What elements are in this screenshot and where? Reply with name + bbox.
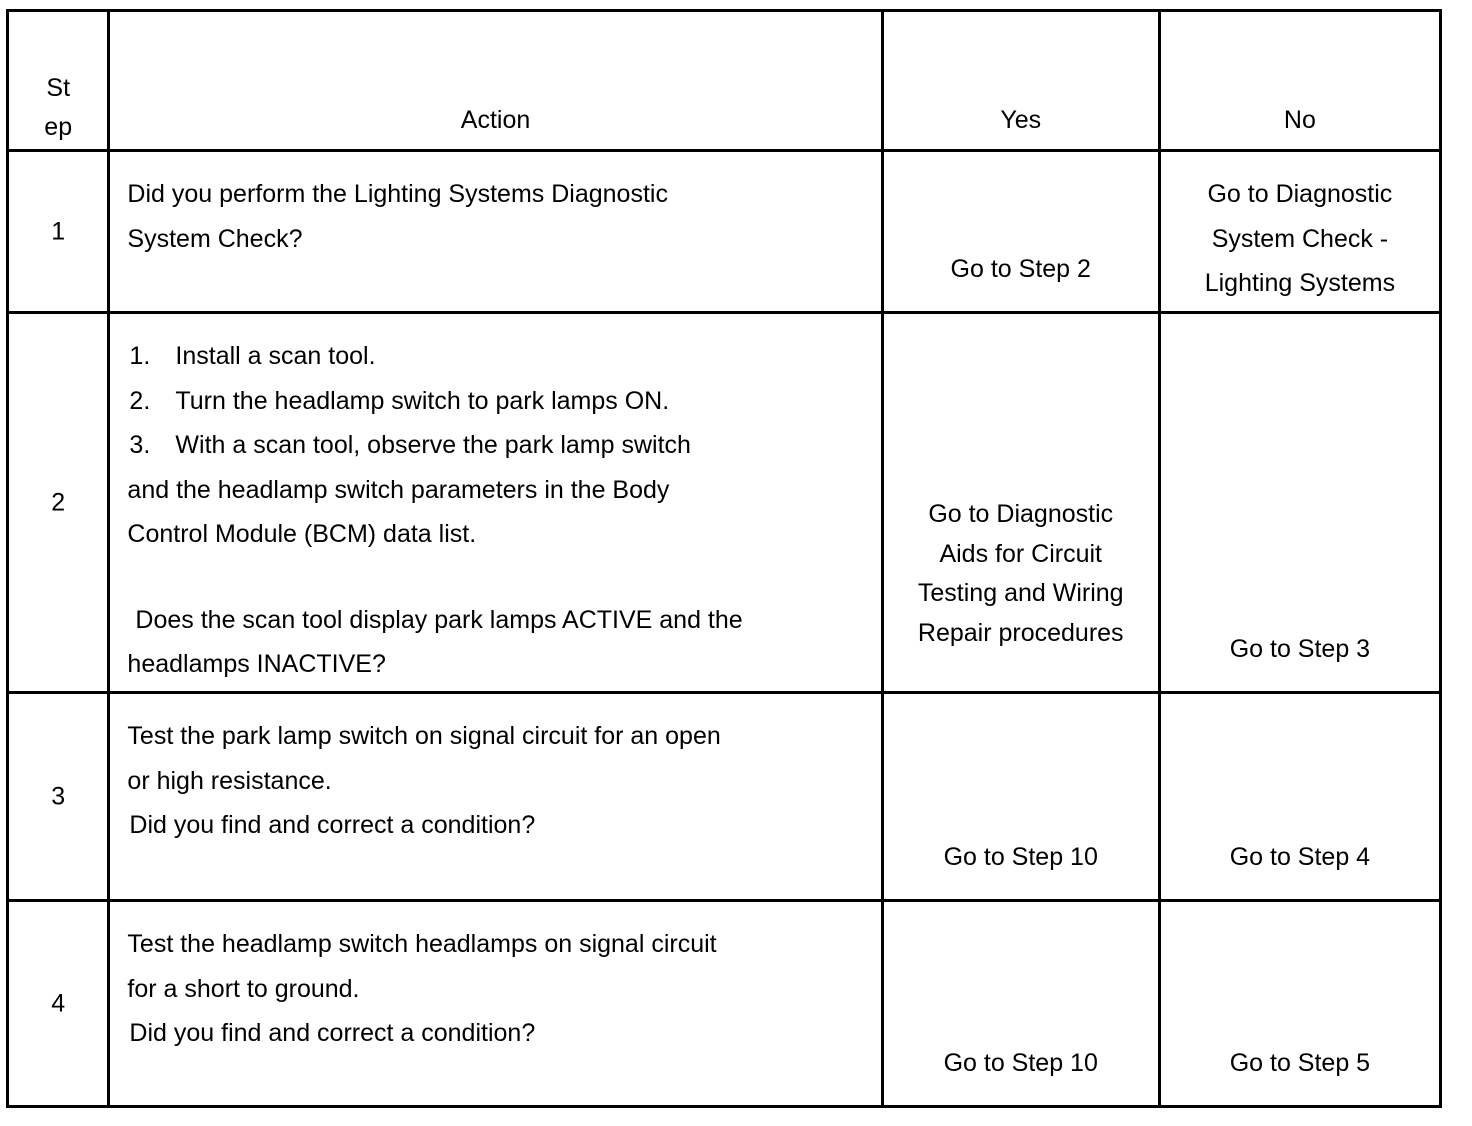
- action-line: and the headlamp switch parameters in the Body: [127, 475, 670, 504]
- action-cell: [109, 693, 882, 901]
- no-cell: [1159, 693, 1440, 901]
- step-number: 4: [51, 989, 66, 1017]
- header-action: [109, 11, 882, 151]
- no-result-line: System Check -: [1211, 224, 1389, 253]
- step-number: 3: [51, 782, 66, 810]
- table-row: [8, 313, 1441, 693]
- step-cell: [8, 313, 109, 693]
- list-item: [127, 379, 820, 424]
- yes-result: Go to Step 2: [950, 254, 1091, 283]
- header-row: [8, 11, 1441, 151]
- table-row: [8, 901, 1441, 1107]
- header-yes: [882, 11, 1159, 151]
- no-cell: [1159, 901, 1440, 1107]
- question-line: Does the scan tool display park lamps ACTIVE and the: [135, 605, 743, 634]
- action-cell: [109, 901, 882, 1107]
- header-step-line-1: St: [46, 74, 71, 102]
- action-line: System Check?: [127, 224, 303, 253]
- no-cell: [1159, 313, 1440, 693]
- header-action-label: Action: [460, 106, 531, 134]
- list-item: [127, 334, 820, 379]
- action-line: Control Module (BCM) data list.: [127, 520, 477, 548]
- action-line: or high resistance.: [127, 766, 332, 795]
- list-number: 1.: [129, 342, 151, 370]
- question-line: headlamps INACTIVE?: [127, 650, 386, 678]
- list-number: 3.: [129, 431, 151, 459]
- yes-result: Go to Step 10: [943, 1048, 1098, 1077]
- list-text: Turn the headlamp switch to park lamps ON.: [175, 386, 670, 415]
- action-cell: [109, 313, 882, 693]
- no-result: Go to Step 4: [1229, 842, 1371, 871]
- action-line: Test the headlamp switch headlamps on signal circuit: [127, 930, 717, 958]
- step-cell: [8, 693, 109, 901]
- yes-cell: [882, 901, 1159, 1107]
- table-row: [8, 693, 1441, 901]
- action-cell: [109, 151, 882, 313]
- header-step: [8, 11, 109, 151]
- yes-cell: [882, 151, 1159, 313]
- yes-result-line: Aids for Circuit: [939, 539, 1102, 568]
- yes-result-line: Go to Diagnostic: [928, 500, 1114, 528]
- yes-result-line: Testing and Wiring: [917, 579, 1124, 607]
- question-line: Did you find and correct a condition?: [129, 811, 536, 839]
- yes-result: Go to Step 10: [943, 842, 1098, 871]
- yes-cell: [882, 693, 1159, 901]
- yes-cell: [882, 313, 1159, 693]
- table-row: [8, 151, 1441, 313]
- header-step-line-2: ep: [44, 113, 73, 141]
- list-number: 2.: [129, 386, 151, 415]
- action-line: Test the park lamp switch on signal circuit for an open: [127, 722, 721, 750]
- header-yes-label: Yes: [1000, 106, 1042, 134]
- list-text: With a scan tool, observe the park lamp switch: [175, 431, 691, 459]
- no-result-line: Go to Diagnostic: [1207, 180, 1393, 208]
- header-no: [1159, 11, 1440, 151]
- list-item: [127, 423, 820, 468]
- no-cell: [1159, 151, 1440, 313]
- step-cell: [8, 151, 109, 313]
- step-cell: [8, 901, 109, 1107]
- no-result: Go to Step 3: [1229, 634, 1371, 663]
- list-text: Install a scan tool.: [175, 342, 376, 370]
- diagnostic-table: [6, 9, 1442, 1108]
- action-line: for a short to ground.: [127, 974, 360, 1003]
- no-result-line: Lighting Systems: [1204, 269, 1396, 297]
- step-number: 1: [51, 217, 66, 245]
- step-number: 2: [51, 488, 66, 516]
- no-result: Go to Step 5: [1229, 1048, 1371, 1077]
- action-line: Did you perform the Lighting Systems Diagnostic: [127, 180, 668, 208]
- question-line: Did you find and correct a condition?: [129, 1019, 536, 1047]
- header-no-label: No: [1283, 106, 1316, 134]
- yes-result-line: Repair procedures: [917, 618, 1124, 647]
